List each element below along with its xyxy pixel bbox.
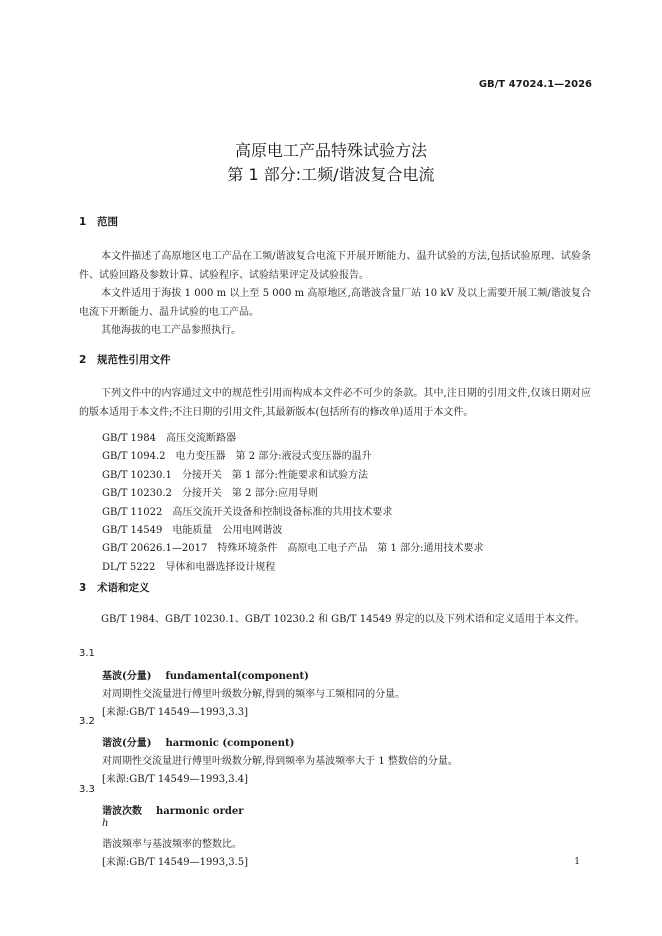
reference-code: GB/T 20626.1—2017: [102, 543, 208, 555]
reference-title: 导体和电器选择设计规程: [165, 561, 276, 573]
doc-title-line2: 第 1 部分:工频/谐波复合电流: [227, 165, 435, 184]
reference-title: 电能质量 公用电网谐波: [172, 524, 283, 536]
section-number: 3: [79, 582, 87, 594]
term-name: [102, 667, 309, 682]
reference-code: GB/T 10230.1: [102, 469, 172, 481]
reference-list: [102, 430, 483, 577]
reference-title: 分接开关 第 2 部分:应用导则: [181, 488, 319, 500]
section-title: 范围: [97, 216, 118, 228]
scope-paragraph-1: 本文件描述了高原地区电工产品在工频/谐波复合电流下开展开断能力、温升试验的方法,包括试验原理、试验条件、试验回路及参数计算、试验程序、试验结果评定及试验报告。: [79, 251, 591, 281]
term-name-en: harmonic (component): [165, 738, 295, 749]
reference-code: GB/T 14549: [102, 524, 163, 536]
doc-title-line1: 高原电工产品特殊试验方法: [234, 141, 427, 160]
term-name-zh: 谐波次数: [102, 806, 142, 817]
section-title: 术语和定义: [97, 582, 150, 594]
term-number: 3.1: [79, 648, 95, 659]
terms-intro: GB/T 1984、GB/T 10230.1、GB/T 10230.2 和 GB/T 14549 界定的以及下列术语和定义适用于本文件。: [101, 614, 585, 625]
reference-item: [102, 467, 483, 485]
reference-title: 电力变压器 第 2 部分:液浸式变压器的温升: [175, 451, 372, 463]
reference-code: GB/T 1094.2: [102, 451, 166, 463]
reference-code: DL/T 5222: [102, 561, 156, 573]
page-number: 1: [574, 857, 580, 867]
reference-title: 分接开关 第 1 部分:性能要求和试验方法: [181, 469, 369, 481]
term-symbol: h: [102, 818, 109, 829]
term-source: [来源:GB/T 14549—1993,3.3]: [102, 707, 249, 718]
reference-code: GB/T 1984: [102, 433, 157, 444]
standard-number: GB/T 47024.1—2026: [478, 79, 592, 90]
reference-item: [102, 540, 483, 558]
term-definition: 对周期性交流量进行傅里叶级数分解,得到的频率与工频相同的分量。: [102, 689, 406, 700]
reference-title: 高压交流断路器: [166, 433, 237, 444]
term-name-zh: 基波(分量): [102, 671, 152, 682]
term-definition: 对周期性交流量进行傅里叶级数分解,得到频率为基波频率大于 1 整数倍的分量。: [102, 756, 458, 767]
term-name-en: fundamental(component): [165, 671, 309, 682]
reference-title: 高压交流开关设备和控制设备标准的共用技术要求: [172, 506, 393, 518]
reference-item: [102, 485, 483, 503]
reference-item: [102, 522, 483, 540]
section-3-heading: [79, 580, 150, 595]
term-source: [来源:GB/T 14549—1993,3.4]: [102, 774, 249, 785]
section-number: 2: [79, 354, 87, 366]
reference-item: [102, 559, 483, 577]
scope-paragraph-3: 其他海拔的电工产品参照执行。: [101, 325, 241, 336]
section-2-heading: [79, 352, 171, 367]
section-title: 规范性引用文件: [97, 354, 171, 366]
term-name-en: harmonic order: [156, 806, 244, 817]
term-name: [102, 734, 294, 749]
reference-item: [102, 448, 483, 466]
term-name: [102, 802, 243, 817]
section-1-heading: [79, 214, 118, 229]
term-name-zh: 谐波(分量): [102, 738, 152, 749]
term-definition: 谐波频率与基波频率的整数比。: [102, 839, 242, 850]
reference-code: GB/T 10230.2: [102, 488, 172, 500]
reference-title: 特殊环境条件 高原电工电子产品 第 1 部分:通用技术要求: [217, 543, 484, 555]
scope-paragraph-2: 本文件适用于海拔 1 000 m 以上至 5 000 m 高原地区,高谐波含量厂站 10 kV 及以上需要开展工频/谐波复合电流下开断能力、温升试验的电工产品。: [79, 288, 591, 318]
reference-item: [102, 430, 483, 448]
term-source: [来源:GB/T 14549—1993,3.5]: [102, 857, 249, 868]
term-number: 3.3: [79, 784, 95, 795]
reference-code: GB/T 11022: [102, 506, 163, 518]
references-intro: 下列文件中的内容通过文中的规范性引用而构成本文件必不可少的条款。其中,注日期的引用文件,仅该日期对应的版本适用于本文件;不注日期的引用文件,其最新版本(包括所有的修改单)适用于本文件。: [79, 388, 591, 418]
term-number: 3.2: [79, 716, 95, 727]
reference-item: [102, 504, 483, 522]
section-number: 1: [79, 216, 87, 228]
